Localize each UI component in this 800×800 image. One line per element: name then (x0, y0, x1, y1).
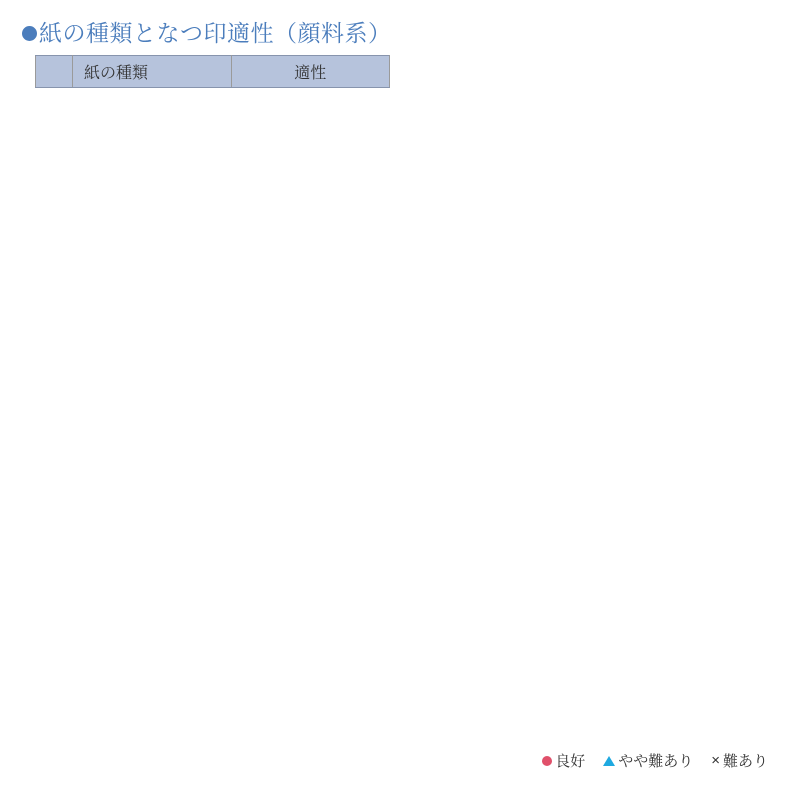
paper-suitability-table-left (35, 55, 390, 88)
page-title-text: 紙の種類となつ印適性（顔料系） (39, 20, 392, 46)
legend-item-good (542, 750, 585, 771)
legend-item-poor (711, 750, 768, 771)
header-row (36, 56, 390, 88)
good-dot-icon (542, 756, 552, 766)
legend-label: やや難あり (618, 753, 694, 770)
page-title (22, 18, 392, 48)
poor-cross-icon: × (711, 752, 720, 769)
legend-label: 難あり (722, 753, 768, 770)
column-header: 適性 (231, 56, 390, 88)
title-bullet-icon (22, 26, 37, 41)
legend-label: 良好 (555, 753, 586, 770)
legend-item-fair (603, 750, 693, 771)
column-header (36, 56, 73, 88)
column-header: 紙の種類 (73, 56, 232, 88)
fair-triangle-icon (603, 756, 615, 766)
legend (542, 750, 768, 771)
